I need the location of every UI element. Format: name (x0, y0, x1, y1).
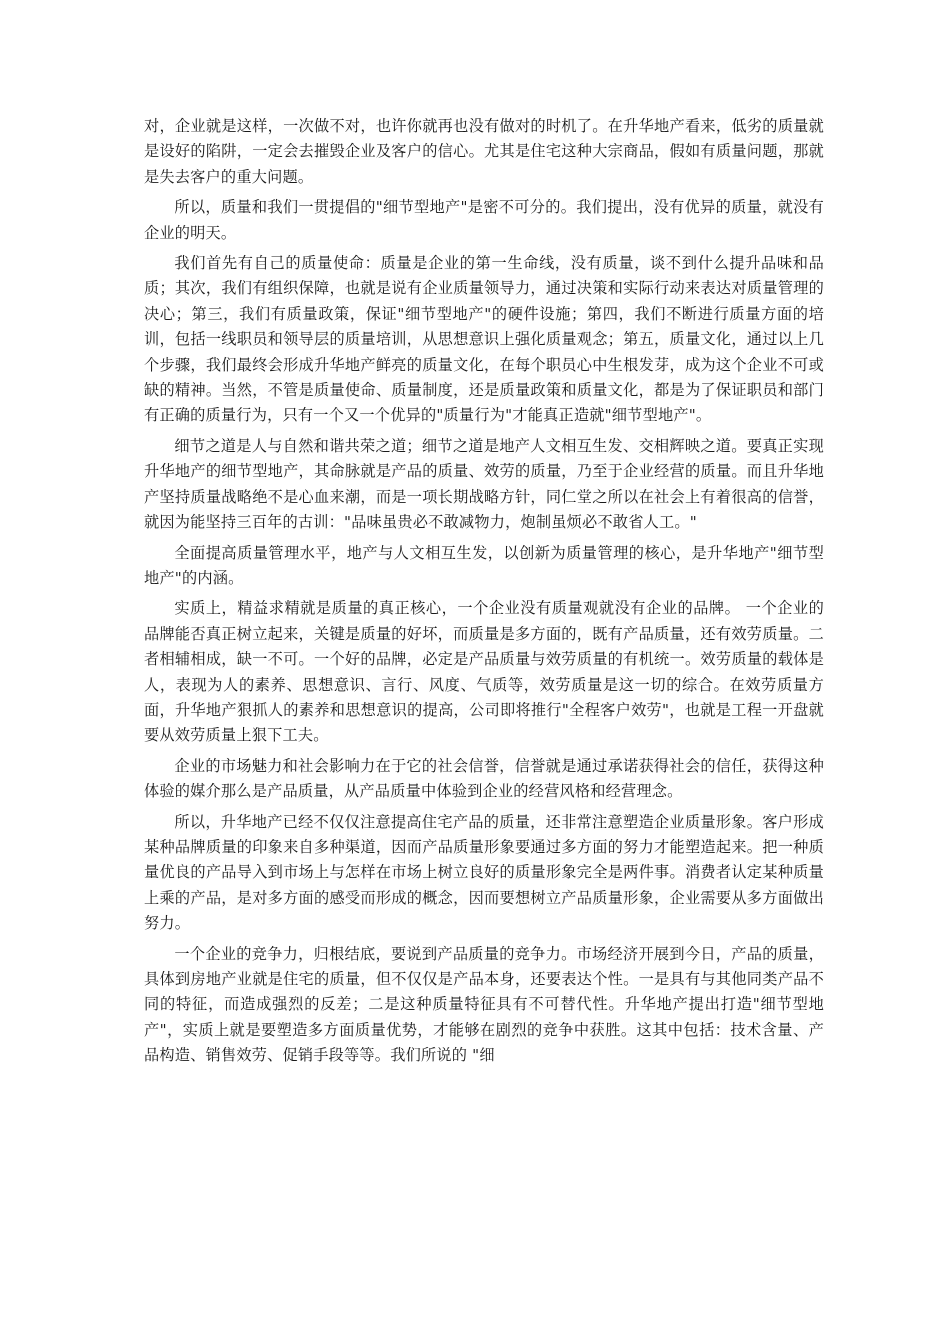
paragraph-3: 我们首先有自己的质量使命：质量是企业的第一生命线，没有质量，谈不到什么提升品味和品质；其次，我们有组织保障，也就是说有企业质量领导力，通过决策和实际行动来表达对质量管理的决心；第三，我们有质量政策，保证"细节型地产"的硬件设施；第四，我们不断进行质量方面的培训，包括一线职员和领导层的质量培训，从思想意识上强化质量观念；第五，质量文化，通过以上几个步骤，我们最终会形成升华地产鲜亮的质量文化，在每个职员心中生根发芽，成为这个企业不可或缺的精神。当然，不管是质量使命、质量制度，还是质量政策和质量文化，都是为了保证职员和部门有正确的质量行为，只有一个又一个优异的"质量行为"才能真正造就"细节型地产"。 (144, 254, 824, 425)
document-body (144, 114, 824, 1074)
paragraph-6: 实质上，精益求精就是质量的真正核心，一个企业没有质量观就没有企业的品牌。 一个企业的品牌能否真正树立起来，关键是质量的好坏，而质量是多方面的，既有产品质量，还有效劳质量。二者相辅相成，缺一不可。一个好的品牌，必定是产品质量与效劳质量的有机统一。效劳质量的载体是人，表现为人的素养、思想意识、言行、风度、气质等，效劳质量是这一切的综合。在效劳质量方面，升华地产狠抓人的素养和思想意识的提高，公司即将推行"全程客户效劳"，也就是工程一开盘就要从效劳质量上狠下工夫。 (144, 599, 824, 745)
paragraph-5: 全面提高质量管理水平，地产与人文相互生发，以创新为质量管理的核心，是升华地产"细节型地产"的内涵。 (144, 543, 824, 587)
paragraph-2: 所以，质量和我们一贯提倡的"细节型地产"是密不可分的。我们提出，没有优异的质量，就没有企业的明天。 (144, 198, 824, 242)
paragraph-4: 细节之道是人与自然和谐共荣之道；细节之道是地产人文相互生发、交相辉映之道。要真正实现升华地产的细节型地产，其命脉就是产品的质量、效劳的质量，乃至于企业经营的质量。而且升华地产坚持质量战略绝不是心血来潮，而是一项长期战略方针，同仁堂之所以在社会上有着很高的信誉，就因为能坚持三百年的古训："品味虽贵必不敢减物力，炮制虽烦必不敢省人工。" (144, 436, 824, 532)
paragraph-1: 对，企业就是这样，一次做不对，也许你就再也没有做对的时机了。在升华地产看来，低劣的质量就是设好的陷阱，一定会去摧毁企业及客户的信心。尤其是住宅这种大宗商品，假如有质量问题，那就是失去客户的重大问题。 (144, 117, 824, 186)
paragraph-8: 所以，升华地产已经不仅仅注意提高住宅产品的质量，还非常注意塑造企业质量形象。客户形成某种品牌质量的印象来自多种渠道，因而产品质量形象要通过多方面的努力才能塑造起来。把一种质量优良的产品导入到市场上与怎样在市场上树立良好的质量形象完全是两件事。消费者认定某种质量上乘的产品，是对多方面的感受而形成的概念，因而要想树立产品质量形象，企业需要从多方面做出努力。 (144, 812, 824, 933)
paragraph-9: 一个企业的竞争力，归根结底，要说到产品质量的竞争力。市场经济开展到今日，产品的质量，具体到房地产业就是住宅的质量，但不仅仅是产品本身，还要表达个性。一是具有与其他同类产品不同的特征，而造成强烈的反差；二是这种质量特征具有不可替代性。升华地产提出打造"细节型地产"，实质上就是要塑造多方面质量优势，才能够在剧烈的竞争中获胜。这其中包括：技术含量、产品构造、销售效劳、促销手段等等。我们所说的 "细 (144, 944, 824, 1065)
paragraph-7: 企业的市场魅力和社会影响力在于它的社会信誉，信誉就是通过承诺获得社会的信任，获得这种体验的媒介那么是产品质量，从产品质量中体验到企业的经营风格和经营理念。 (144, 756, 824, 801)
